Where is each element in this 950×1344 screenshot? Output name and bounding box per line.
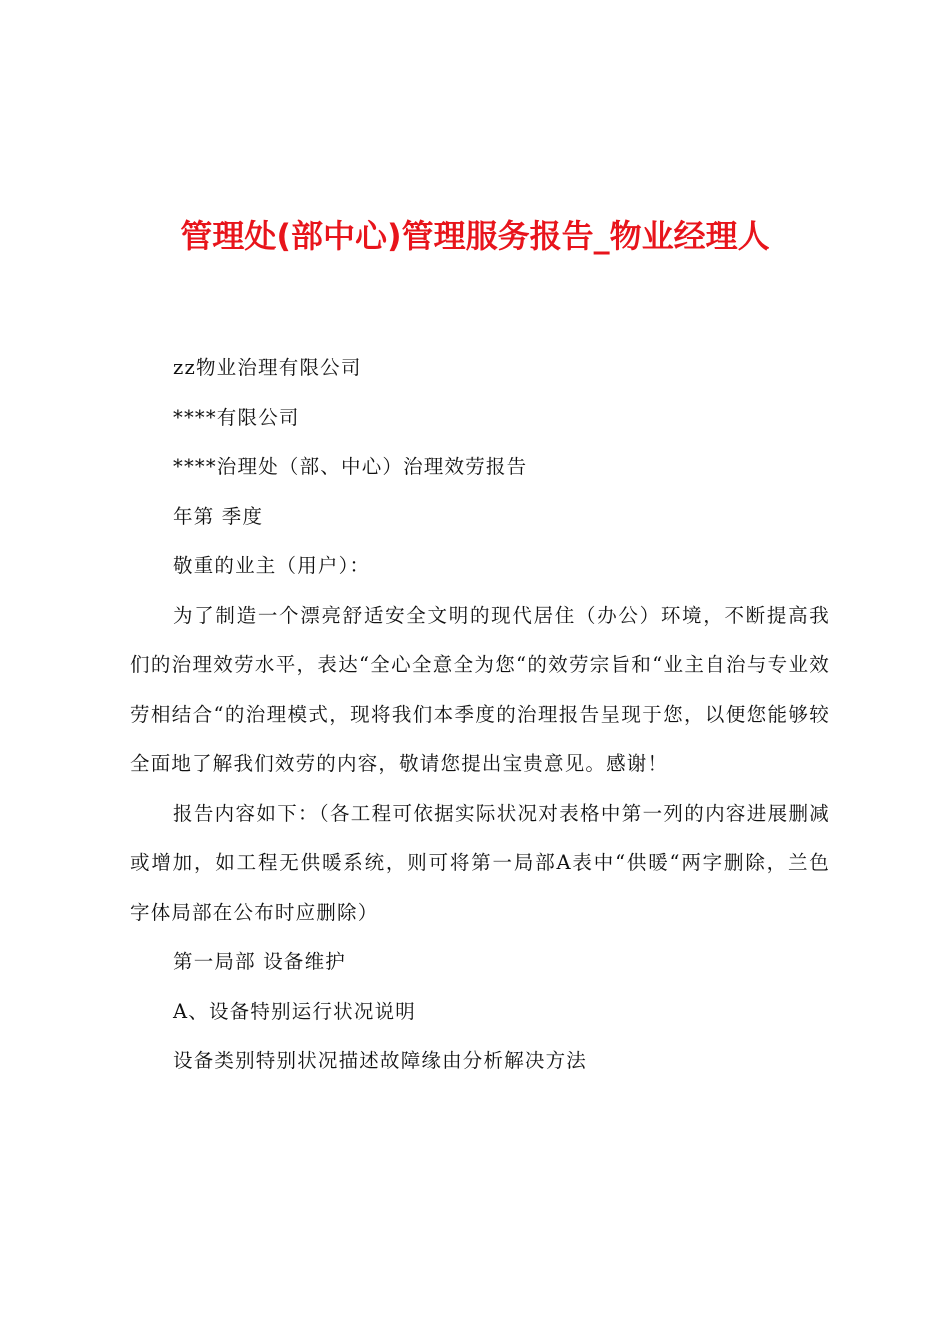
subsection-heading: A、设备特别运行状况说明: [173, 999, 416, 1023]
document-title: 管理处(部中心)管理服务报告_物业经理人: [180, 217, 770, 255]
content-note-paragraph: 报告内容如下：（各工程可依据实际状况对表格中第一列的内容进展删减或增加，如工程无供暖系统，则可将第一局部A表中“供暖“两字删除，兰色字体局部在公布时应删除）: [130, 801, 830, 924]
quarter-line: 年第 季度: [173, 504, 264, 528]
salutation-line: 敬重的业主（用户）：: [173, 554, 371, 577]
company-line: ****有限公司: [173, 405, 300, 429]
section-heading: 第一局部 设备维护: [173, 950, 346, 973]
company-name-line: zz物业治理有限公司: [173, 356, 362, 379]
report-name-line: ****治理处（部、中心）治理效劳报告: [173, 455, 528, 478]
table-header-line: 设备类别特别状况描述故障缘由分析解决方法: [173, 1049, 588, 1072]
document-body: [130, 343, 830, 1086]
intro-paragraph: 为了制造一个漂亮舒适安全文明的现代居住（办公）环境，不断提高我们的治理效劳水平，表达“全心全意全为您“的效劳宗旨和“业主自治与专业效劳相结合“的治理模式，现将我们本季度的治理报告呈现于您，以便您能够较全面地了解我们效劳的内容，敬请您提出宝贵意见。感谢！: [130, 603, 830, 775]
